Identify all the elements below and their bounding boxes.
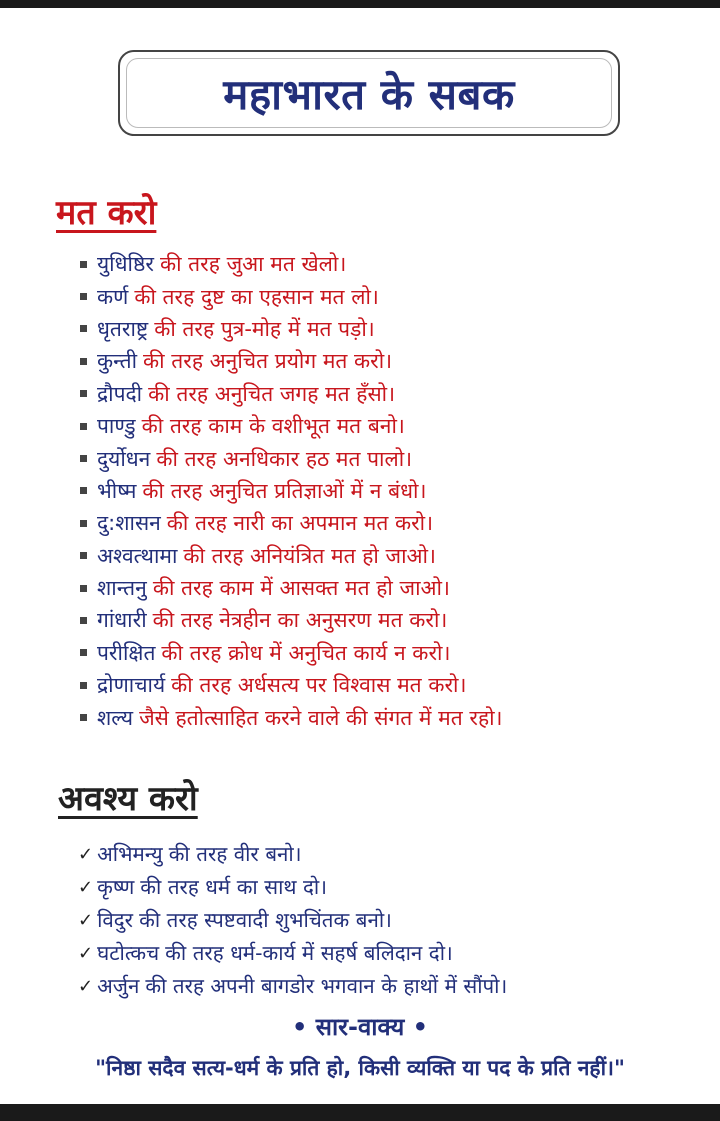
dont-list-item [80, 475, 503, 507]
square-bullet-icon [80, 649, 87, 656]
do-list-item [78, 871, 507, 904]
checkmark-icon: ✓ [78, 844, 94, 865]
square-bullet-icon [80, 325, 87, 332]
do-list [78, 838, 507, 1003]
lesson-text: की तरह नेत्रहीन का अनुसरण मत करो। [152, 608, 448, 633]
lesson-text: की तरह अर्धसत्य पर विश्वास मत करो। [171, 673, 467, 698]
poster-page [0, 8, 720, 1104]
dont-list-item [80, 313, 503, 345]
character-name: कृष्ण [97, 875, 135, 899]
lesson-text: की तरह स्पष्टवादी शुभचिंतक बनो। [139, 908, 392, 932]
lesson-text: जैसे हतोत्साहित करने वाले की संगत में मत रहो। [139, 705, 503, 730]
character-name: कुन्ती [97, 349, 138, 374]
character-name: शल्य [97, 705, 134, 730]
lesson-text: की तरह अनुचित जगह मत हँसो। [148, 381, 396, 406]
dont-list [80, 248, 503, 734]
checkmark-icon: ✓ [78, 976, 94, 997]
lesson-text: की तरह धर्म-कार्य में सहर्ष बलिदान दो। [165, 941, 453, 965]
lesson-text: की तरह अपनी बागडोर भगवान के हाथों में सौंपो। [145, 974, 508, 998]
do-list-item [78, 838, 507, 871]
dont-list-item [80, 540, 503, 572]
saar-vakya-heading: • सार-वाक्य • [292, 1013, 428, 1041]
character-name: शान्तनु [97, 576, 147, 601]
character-name: परीक्षित [97, 640, 156, 665]
do-list-item [78, 937, 507, 970]
lesson-text: की तरह दुष्ट का एहसान मत लो। [134, 284, 379, 309]
lesson-text: की तरह वीर बनो। [168, 842, 302, 866]
character-name: घटोत्कच [97, 941, 160, 965]
dont-list-item [80, 507, 503, 539]
lesson-text: की तरह अनधिकार हठ मत पालो। [156, 446, 413, 471]
dont-list-item [80, 442, 503, 474]
character-name: अभिमन्यु [97, 842, 163, 866]
dont-list-item [80, 280, 503, 312]
closing-quote: "निष्ठा सदैव सत्य-धर्म के प्रति हो, किसी व्यक्ति या पद के प्रति नहीं।" [95, 1056, 625, 1080]
square-bullet-icon [80, 423, 87, 430]
square-bullet-icon [80, 293, 87, 300]
lesson-text: की तरह धर्म का साथ दो। [140, 875, 328, 899]
dont-list-item [80, 637, 503, 669]
page-title: महाभारत के सबक [223, 69, 515, 119]
character-name: गांधारी [97, 608, 147, 633]
character-name: द्रौपदी [97, 381, 143, 406]
top-border [0, 0, 720, 8]
square-bullet-icon [80, 358, 87, 365]
checkmark-icon: ✓ [78, 910, 94, 931]
character-name: द्रोणाचार्य [97, 673, 166, 698]
square-bullet-icon [80, 617, 87, 624]
lesson-text: की तरह अनुचित प्रतिज्ञाओं में न बंधो। [142, 478, 427, 503]
checkmark-icon: ✓ [78, 877, 94, 898]
bottom-border [0, 1104, 720, 1121]
lesson-text: की तरह अनियंत्रित मत हो जाओ। [183, 543, 436, 568]
square-bullet-icon [80, 585, 87, 592]
lesson-text: की तरह नारी का अपमान मत करो। [166, 511, 434, 536]
lesson-text: की तरह क्रोध में अनुचित कार्य न करो। [161, 640, 451, 665]
dont-list-item [80, 604, 503, 636]
character-name: दुर्योधन [97, 446, 151, 471]
square-bullet-icon [80, 455, 87, 462]
character-name: अर्जुन [97, 974, 140, 998]
checkmark-icon: ✓ [78, 943, 94, 964]
character-name: विदुर [97, 908, 134, 932]
dont-list-item [80, 345, 503, 377]
dont-list-item [80, 378, 503, 410]
title-box [118, 50, 620, 136]
do-list-item [78, 904, 507, 937]
square-bullet-icon [80, 487, 87, 494]
dont-list-item [80, 248, 503, 280]
lesson-text: की तरह पुत्र-मोह में मत पड़ो। [154, 316, 375, 341]
dont-list-item [80, 410, 503, 442]
dont-section-heading: मत करो [56, 193, 157, 233]
square-bullet-icon [80, 714, 87, 721]
square-bullet-icon [80, 520, 87, 527]
lesson-text: की तरह जुआ मत खेलो। [159, 252, 347, 277]
dont-list-item [80, 669, 503, 701]
character-name: कर्ण [97, 284, 129, 309]
character-name: भीष्म [97, 478, 137, 503]
do-list-item [78, 970, 507, 1003]
square-bullet-icon [80, 682, 87, 689]
lesson-text: की तरह अनुचित प्रयोग मत करो। [143, 349, 393, 374]
lesson-text: की तरह काम के वशीभूत मत बनो। [141, 414, 405, 439]
character-name: अश्वत्थामा [97, 543, 178, 568]
square-bullet-icon [80, 390, 87, 397]
character-name: दु:शासन [97, 511, 161, 536]
square-bullet-icon [80, 261, 87, 268]
lesson-text: की तरह काम में आसक्त मत हो जाओ। [152, 576, 450, 601]
character-name: युधिष्ठिर [97, 252, 154, 277]
dont-list-item [80, 572, 503, 604]
dont-list-item [80, 701, 503, 733]
square-bullet-icon [80, 552, 87, 559]
do-section-heading: अवश्य करो [58, 779, 198, 819]
character-name: धृतराष्ट्र [97, 316, 149, 341]
character-name: पाण्डु [97, 414, 136, 439]
